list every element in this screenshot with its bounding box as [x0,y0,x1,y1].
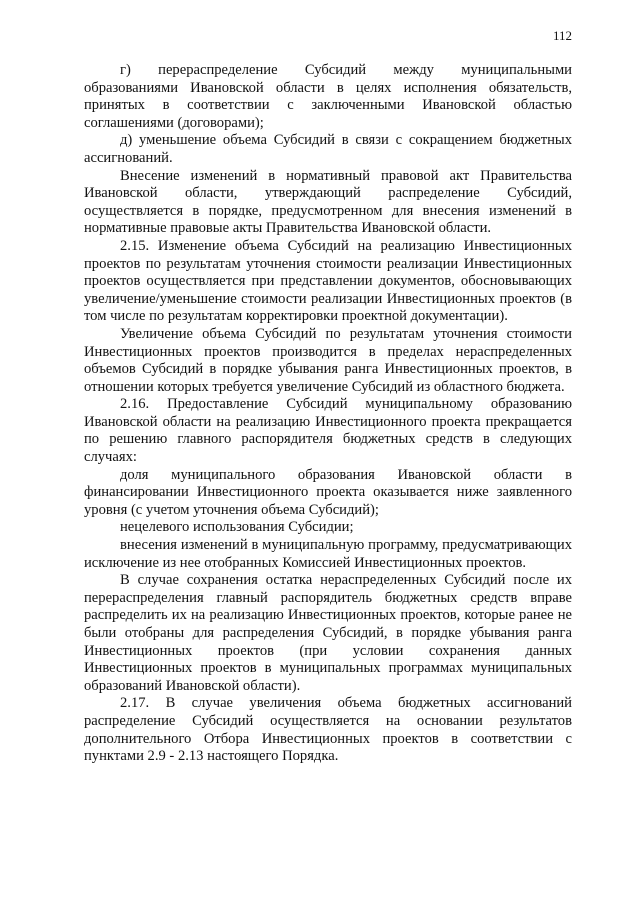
paragraph-share-below-level: доля муниципального образования Ивановской области в финансировании Инвестиционного проекта оказывается ниже заявленного уровня (с учетом уточнения объема Субсидий); [84,466,572,518]
paragraph-2-16: 2.16. Предоставление Субсидий муниципальному образованию Ивановской области на реализацию Инвестиционного проекта прекращается по решению главного распорядителя бюджетных средств в следующих случаях: [84,396,572,466]
document-body [84,62,572,766]
paragraph-2-17: 2.17. В случае увеличения объема бюджетных ассигнований распределение Субсидий осуществляется на основании результатов дополнительного Отбора Инвестиционных проектов в соответствии с пунктами 2.9 - 2.13 настоящего Порядка. [84,695,572,765]
paragraph-amendments: Внесение изменений в нормативный правовой акт Правительства Ивановской области, утверждающий распределение Субсидий, осуществляется в порядке, предусмотренном для внесения изменений в нормативные правовые акты Правительства Ивановской области. [84,167,572,237]
paragraph-remaining-subsidies: В случае сохранения остатка нераспределенных Субсидий после их перераспределения главный распорядитель бюджетных средств вправе распределить их на реализацию Инвестиционных проектов, которые ранее не были отобраны для распределения Субсидий, в порядке убывания ранга Инвестиционных проектов (при условии сохранения данных Инвестиционных проектов в муниципальных программах муниципальных образований Ивановской области). [84,572,572,694]
paragraph-d-reduction: д) уменьшение объема Субсидий в связи с сокращением бюджетных ассигнований. [84,132,572,166]
paragraph-program-changes: внесения изменений в муниципальную программу, предусматривающих исключение из нее отобранных Комиссией Инвестиционных проектов. [84,537,572,571]
paragraph-increase: Увеличение объема Субсидий по результатам уточнения стоимости Инвестиционных проектов производится в пределах нераспределенных объемов Субсидий в порядке убывания ранга Инвестиционных проектов, в отношении которых требуется увеличение Субсидий из областного бюджета. [84,325,572,395]
paragraph-2-15: 2.15. Изменение объема Субсидий на реализацию Инвестиционных проектов по результатам уточнения стоимости реализации Инвестиционных проектов осуществляется при представлении документов, обосновывающих увеличение/уменьшение стоимости реализации Инвестиционных проектов (в том числе по результатам корректировки проектной документации). [84,237,572,325]
page-number: 112 [552,28,572,43]
paragraph-misuse: нецелевого использования Субсидии; [120,519,354,536]
paragraph-g-redistribution: г) перераспределение Субсидий между муниципальными образованиями Ивановской области в целях исполнения обязательств, принятых в соответствии с заключенными Ивановской областью соглашениями (договорами); [84,62,572,131]
